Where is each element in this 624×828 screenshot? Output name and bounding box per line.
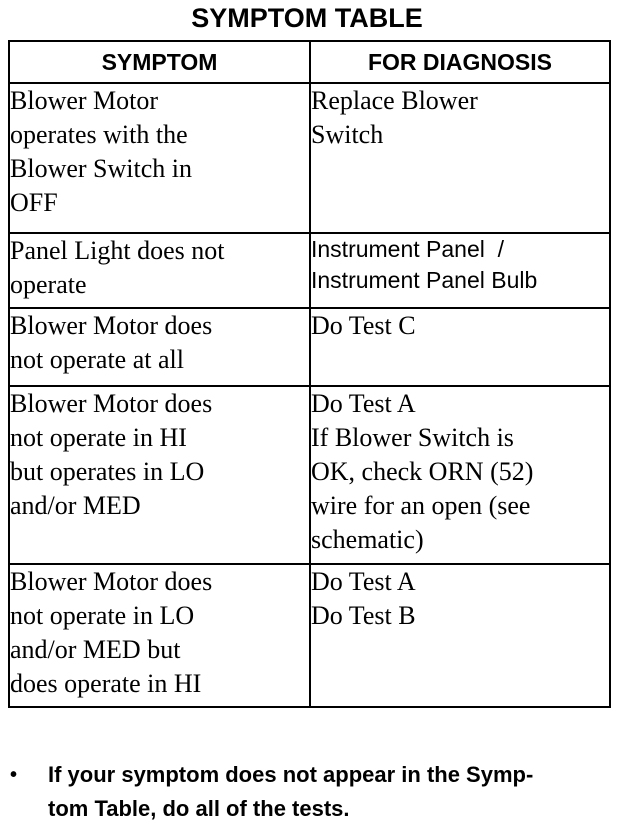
cell-line: Blower Motor <box>10 86 159 115</box>
table-row <box>9 83 610 233</box>
diagnosis-cell <box>310 83 610 233</box>
cell-line: not operate in LO <box>10 601 195 630</box>
cell-line: Switch <box>311 120 384 149</box>
diagnosis-cell <box>310 564 610 707</box>
symptom-column-header: SYMPTOM <box>9 41 310 83</box>
symptom-cell <box>9 83 310 233</box>
cell-line: Blower Motor does <box>10 311 213 340</box>
cell-line: Do Test C <box>311 311 416 340</box>
diagnosis-cell <box>310 308 610 386</box>
cell-line: operates with the <box>10 120 188 149</box>
cell-line: Replace Blower <box>311 86 478 115</box>
cell-line: does operate in HI <box>10 669 202 698</box>
symptom-cell <box>9 386 310 564</box>
footnote-line: If your symptom does not appear in the Symp- <box>48 762 534 787</box>
symptom-cell <box>9 233 310 308</box>
cell-line: but operates in LO <box>10 457 205 486</box>
cell-line: Blower Switch in <box>10 154 192 183</box>
cell-line: Instrument Panel Bulb <box>311 267 538 293</box>
cell-line: operate <box>10 270 87 299</box>
cell-line: Blower Motor does <box>10 567 213 596</box>
cell-line: Do Test A <box>311 567 416 596</box>
diagnosis-cell <box>310 386 610 564</box>
cell-line: OK, check ORN (52) <box>311 457 534 486</box>
table-row <box>9 308 610 386</box>
diagnosis-cell <box>310 233 610 308</box>
table-row <box>9 386 610 564</box>
cell-line: Do Test B <box>311 601 416 630</box>
symptom-table <box>8 40 611 708</box>
table-row <box>9 564 610 707</box>
cell-line: OFF <box>10 188 58 217</box>
cell-line: Do Test A <box>311 389 416 418</box>
cell-line: not operate in HI <box>10 423 187 452</box>
symptom-cell <box>9 308 310 386</box>
footnote <box>10 758 614 826</box>
table-header-row <box>9 41 610 83</box>
cell-line: Panel Light does not <box>10 236 225 265</box>
symptom-cell <box>9 564 310 707</box>
page-title: SYMPTOM TABLE <box>191 3 423 33</box>
table-row <box>9 233 610 308</box>
cell-line: Blower Motor does <box>10 389 213 418</box>
footnote-line: tom Table, do all of the tests. <box>48 796 350 821</box>
cell-line: not operate at all <box>10 345 184 374</box>
cell-line: wire for an open (see <box>311 491 531 520</box>
cell-line: schematic) <box>311 525 424 554</box>
cell-line: and/or MED <box>10 491 141 520</box>
cell-line: If Blower Switch is <box>311 423 514 452</box>
cell-line: Instrument Panel / <box>311 236 505 262</box>
bullet-icon: • <box>10 764 18 786</box>
diagnosis-column-header: FOR DIAGNOSIS <box>310 41 610 83</box>
cell-line: and/or MED but <box>10 635 181 664</box>
